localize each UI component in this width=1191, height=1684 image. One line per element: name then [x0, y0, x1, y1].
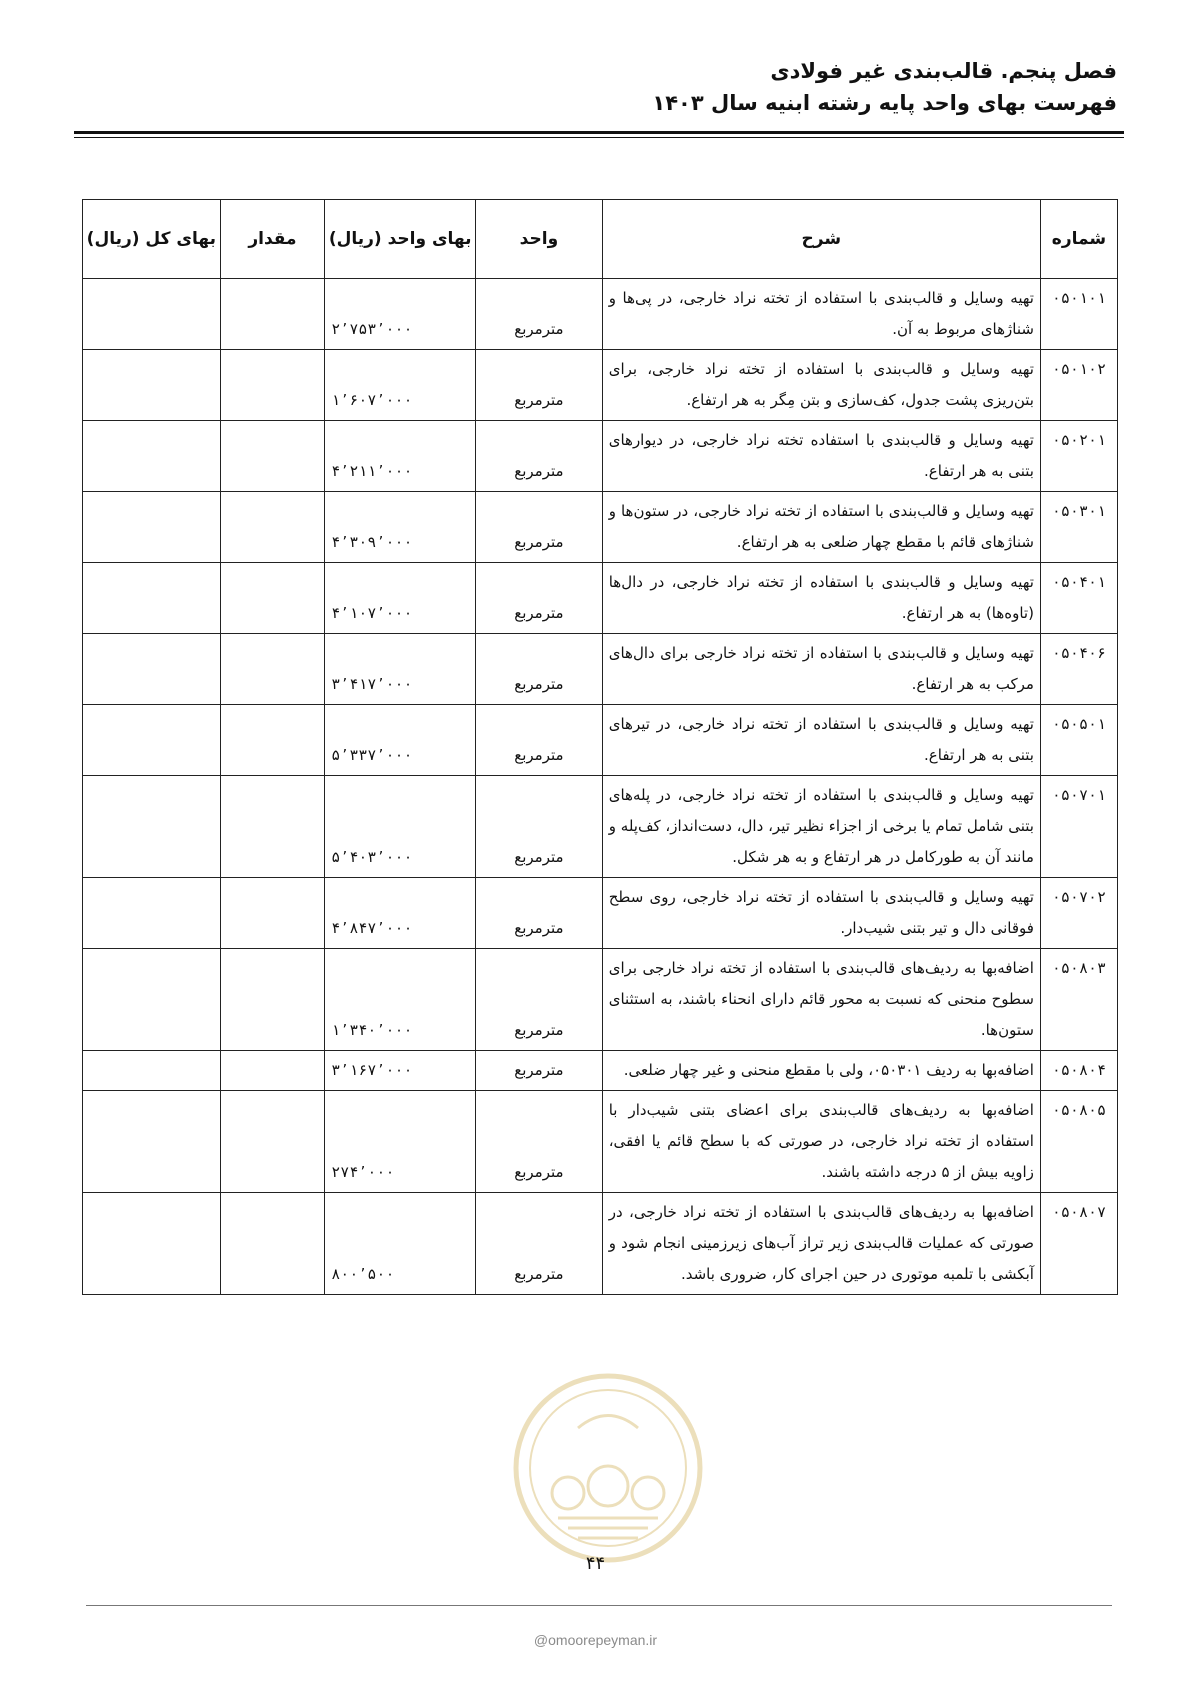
item-total-price	[83, 634, 221, 705]
item-code: ۰۵۰۷۰۲	[1040, 878, 1117, 949]
item-description: تهیه وسایل و قالب‌بندی با استفاده تخته نراد خارجی، در دیوارهای بتنی به هر ارتفاع.	[602, 421, 1040, 492]
item-unit-price: ۲٬۷۵۳٬۰۰۰	[325, 279, 476, 350]
item-description: اضافه‌بها به ردیف‌های قالب‌بندی با استفاده از تخته نراد خارجی، در صورتی که عملیات قالب‌بندی زیر تراز آب‌های زیرزمینی انجام شود و آبکشی با تلمبه موتوری در حین اجرای کار، ضروری باشد.	[602, 1193, 1040, 1295]
item-total-price	[83, 949, 221, 1051]
item-quantity	[220, 949, 325, 1051]
item-description: تهیه وسایل و قالب‌بندی با استفاده از تخته نراد خارجی، در پی‌ها و شناژهای مربوط به آن.	[602, 279, 1040, 350]
item-total-price	[83, 776, 221, 878]
item-code: ۰۵۰۳۰۱	[1040, 492, 1117, 563]
header-total-price: بهای کل (ریال)	[83, 200, 221, 279]
table-row	[83, 563, 1118, 634]
item-code: ۰۵۰۴۰۱	[1040, 563, 1117, 634]
item-unit-price: ۲۷۴٬۰۰۰	[325, 1091, 476, 1193]
document-title: فهرست بهای واحد پایه رشته ابنیه سال ۱۴۰۳	[652, 91, 1117, 115]
item-unit-price: ۴٬۲۱۱٬۰۰۰	[325, 421, 476, 492]
header-rule-thick	[74, 131, 1124, 134]
item-unit-price: ۳٬۴۱۷٬۰۰۰	[325, 634, 476, 705]
item-code: ۰۵۰۸۰۵	[1040, 1091, 1117, 1193]
item-unit: مترمربع	[476, 1091, 603, 1193]
table-header-row	[83, 200, 1118, 279]
item-quantity	[220, 279, 325, 350]
item-code: ۰۵۰۱۰۱	[1040, 279, 1117, 350]
item-quantity	[220, 878, 325, 949]
item-unit: مترمربع	[476, 279, 603, 350]
item-quantity	[220, 776, 325, 878]
header-rule-thin	[74, 137, 1124, 138]
header-unit-price: بهای واحد (ریال)	[325, 200, 476, 279]
item-unit: مترمربع	[476, 563, 603, 634]
item-unit-price: ۳٬۱۶۷٬۰۰۰	[325, 1051, 476, 1091]
item-unit-price: ۱٬۳۴۰٬۰۰۰	[325, 949, 476, 1051]
item-total-price	[83, 492, 221, 563]
item-total-price	[83, 421, 221, 492]
item-quantity	[220, 1051, 325, 1091]
item-description: تهیه وسایل و قالب‌بندی با استفاده از تخته نراد خارجی، برای بتن‌ریزی پشت جدول، کف‌سازی و بتن مِگر به هر ارتفاع.	[602, 350, 1040, 421]
table-row	[83, 279, 1118, 350]
item-unit: مترمربع	[476, 634, 603, 705]
item-total-price	[83, 279, 221, 350]
table-row	[83, 949, 1118, 1051]
item-unit: مترمربع	[476, 705, 603, 776]
item-unit: مترمربع	[476, 350, 603, 421]
header-unit: واحد	[476, 200, 603, 279]
table-row	[83, 421, 1118, 492]
item-description: تهیه وسایل و قالب‌بندی با استفاده از تخته نراد خارجی، در پله‌های بتنی شامل تمام یا برخی از اجزاء نظیر تیر، دال، دست‌انداز، کف‌پله و مانند آن به طورکامل در هر ارتفاع و به هر شکل.	[602, 776, 1040, 878]
item-total-price	[83, 350, 221, 421]
table-row	[83, 1193, 1118, 1295]
header-description: شرح	[602, 200, 1040, 279]
item-unit-price: ۴٬۱۰۷٬۰۰۰	[325, 563, 476, 634]
item-description: تهیه وسایل و قالب‌بندی با استفاده از تخته نراد خارجی، در تیرهای بتنی به هر ارتفاع.	[602, 705, 1040, 776]
table-row	[83, 878, 1118, 949]
item-description: اضافه‌بها به ردیف‌های قالب‌بندی برای اعضای بتنی شیب‌دار با استفاده از تخته نراد خارجی، در صورتی که با سطح قائم یا افقی، زاویه بیش از ۵ درجه داشته باشند.	[602, 1091, 1040, 1193]
item-total-price	[83, 1051, 221, 1091]
footer-rule	[86, 1605, 1112, 1606]
item-unit-price: ۸۰۰٬۵۰۰	[325, 1193, 476, 1295]
item-description: اضافه‌بها به ردیف‌های قالب‌بندی با استفاده از تخته نراد خارجی برای سطوح منحنی که نسبت به محور قائم دارای انحناء باشند، به استثنای ستون‌ها.	[602, 949, 1040, 1051]
table-row	[83, 634, 1118, 705]
item-unit-price: ۵٬۳۳۷٬۰۰۰	[325, 705, 476, 776]
item-description: تهیه وسایل و قالب‌بندی با استفاده از تخته نراد خارجی، در دال‌ها (تاوه‌ها) به هر ارتفاع.	[602, 563, 1040, 634]
header-code: شماره	[1040, 200, 1117, 279]
item-quantity	[220, 705, 325, 776]
table-row	[83, 1091, 1118, 1193]
item-description: تهیه وسایل و قالب‌بندی با استفاده از تخته نراد خارجی، در ستون‌ها و شناژهای قائم با مقطع چهار ضلعی به هر ارتفاع.	[602, 492, 1040, 563]
item-unit: مترمربع	[476, 1193, 603, 1295]
table-row	[83, 350, 1118, 421]
item-unit-price: ۴٬۳۰۹٬۰۰۰	[325, 492, 476, 563]
item-total-price	[83, 705, 221, 776]
item-unit: مترمربع	[476, 878, 603, 949]
item-unit: مترمربع	[476, 492, 603, 563]
item-total-price	[83, 563, 221, 634]
item-code: ۰۵۰۴۰۶	[1040, 634, 1117, 705]
item-code: ۰۵۰۸۰۷	[1040, 1193, 1117, 1295]
item-quantity	[220, 350, 325, 421]
item-unit: مترمربع	[476, 1051, 603, 1091]
item-quantity	[220, 421, 325, 492]
item-unit: مترمربع	[476, 949, 603, 1051]
table-row	[83, 705, 1118, 776]
item-total-price	[83, 878, 221, 949]
item-code: ۰۵۰۸۰۳	[1040, 949, 1117, 1051]
item-unit-price: ۱٬۶۰۷٬۰۰۰	[325, 350, 476, 421]
header-quantity: مقدار	[220, 200, 325, 279]
site-watermark: @omoorepeyman.ir	[533, 1632, 658, 1648]
item-unit-price: ۴٬۸۴۷٬۰۰۰	[325, 878, 476, 949]
item-code: ۰۵۰۲۰۱	[1040, 421, 1117, 492]
item-total-price	[83, 1193, 221, 1295]
item-description: اضافه‌بها به ردیف ۰۵۰۳۰۱، ولی با مقطع منحنی و غیر چهار ضلعی.	[602, 1051, 1040, 1091]
item-code: ۰۵۰۸۰۴	[1040, 1051, 1117, 1091]
item-quantity	[220, 1091, 325, 1193]
page-number: ۴۴	[585, 1553, 606, 1574]
item-code: ۰۵۰۱۰۲	[1040, 350, 1117, 421]
item-quantity	[220, 634, 325, 705]
item-total-price	[83, 1091, 221, 1193]
item-unit-price: ۵٬۴۰۳٬۰۰۰	[325, 776, 476, 878]
item-unit: مترمربع	[476, 776, 603, 878]
price-list-table	[82, 199, 1118, 1295]
item-quantity	[220, 1193, 325, 1295]
chapter-title: فصل پنجم. قالب‌بندی غیر فولادی	[770, 59, 1117, 83]
item-code: ۰۵۰۵۰۱	[1040, 705, 1117, 776]
table-row	[83, 776, 1118, 878]
table-row	[83, 492, 1118, 563]
item-quantity	[220, 492, 325, 563]
item-description: تهیه وسایل و قالب‌بندی با استفاده از تخته نراد خارجی، روی سطح فوقانی دال و تیر بتنی شیب‌دار.	[602, 878, 1040, 949]
item-description: تهیه وسایل و قالب‌بندی با استفاده از تخته نراد خارجی برای دال‌های مرکب به هر ارتفاع.	[602, 634, 1040, 705]
table-row	[83, 1051, 1118, 1091]
page-header	[652, 56, 1117, 118]
item-quantity	[220, 563, 325, 634]
item-unit: مترمربع	[476, 421, 603, 492]
item-code: ۰۵۰۷۰۱	[1040, 776, 1117, 878]
publisher-seal-watermark	[508, 1368, 708, 1568]
